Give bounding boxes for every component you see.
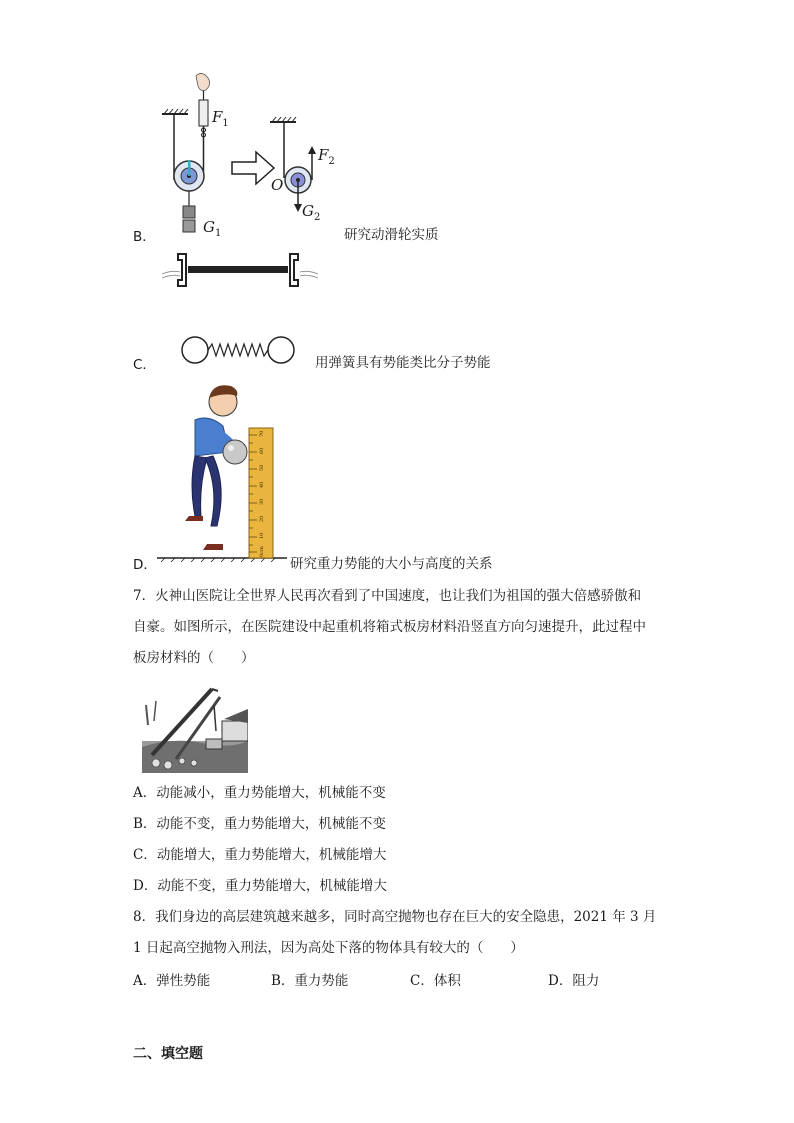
spring-figure: [180, 334, 298, 366]
label-g2: $G_2$: [302, 202, 321, 223]
q7-option-a[interactable]: A．动能减小，重力势能增大，机械能不变: [133, 785, 386, 801]
ruler-mark-0: 0cm: [259, 546, 265, 557]
label-g1: $G_1$: [203, 218, 222, 239]
option-c-caption: 用弹簧具有势能类比分子势能: [315, 355, 491, 371]
ruler-mark-20: 20: [259, 515, 265, 522]
q8-option-c[interactable]: C．体积: [410, 973, 461, 989]
person-ruler-figure: [155, 380, 290, 562]
bar-figure: [160, 250, 320, 290]
option-b-letter: B．: [133, 229, 156, 245]
q7-option-c[interactable]: C．动能增大，重力势能增大，机械能增大: [133, 847, 387, 863]
option-d-caption: 研究重力势能的大小与高度的关系: [290, 556, 493, 572]
ruler-mark-10: 10: [259, 532, 265, 539]
q7-option-d[interactable]: D．动能不变，重力势能增大，机械能增大: [133, 878, 387, 894]
label-f1: $F_1$: [212, 108, 229, 129]
section-title: 二、填空题: [133, 1046, 203, 1062]
q8-option-d[interactable]: D．阻力: [548, 973, 600, 989]
ruler-mark-40: 40: [259, 481, 265, 488]
q7-line2: 自豪。如图所示，在医院建设中起重机将箱式板房材料沿竖直方向匀速提升，此过程中: [133, 619, 646, 635]
q8-option-b[interactable]: B．重力势能: [271, 973, 349, 989]
label-f2: $F_2$: [318, 146, 335, 167]
q7-line3: 板房材料的（ ）: [133, 650, 255, 666]
q8-line2: 1 日起高空抛物入刑法，因为高处下落的物体具有较大的（ ）: [133, 940, 524, 956]
ruler-mark-70: 70: [259, 430, 265, 437]
ruler-mark-50: 50: [259, 464, 265, 471]
q8-option-a[interactable]: A．弹性势能: [133, 973, 211, 989]
ruler-mark-60: 60: [259, 447, 265, 454]
q7-option-b[interactable]: B．动能不变，重力势能增大，机械能不变: [133, 816, 386, 832]
q7-line1: 7．火神山医院让全世界人民再次看到了中国速度，也让我们为祖国的强大倍感骄傲和: [133, 588, 642, 604]
label-pivot-o: O: [271, 176, 284, 194]
option-c-letter: C．: [133, 357, 156, 373]
crane-photo: [142, 685, 248, 773]
option-b-caption: 研究动滑轮实质: [344, 227, 439, 243]
q8-line1: 8．我们身边的高层建筑越来越多，同时高空抛物也存在巨大的安全隐患，2021 年 3 月: [133, 909, 657, 925]
option-d-letter: D．: [133, 557, 157, 573]
ruler-mark-30: 30: [259, 498, 265, 505]
